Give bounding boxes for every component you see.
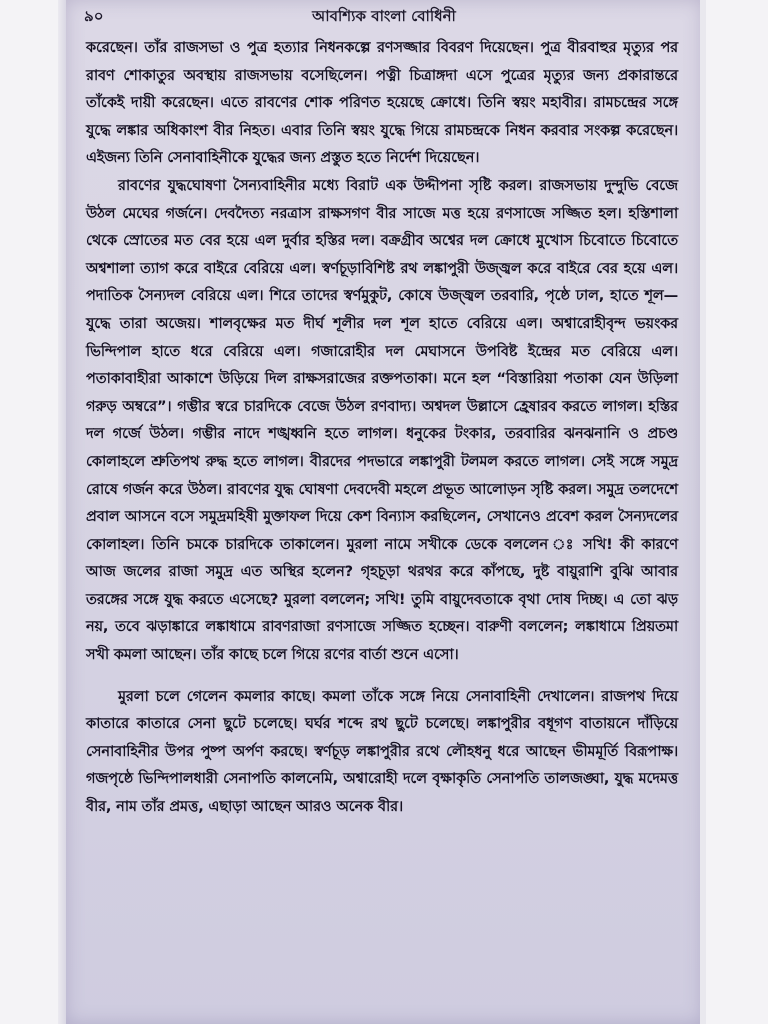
page-number: ৯০: [84, 7, 104, 25]
paragraph-3: মুরলা চলে গেলেন কমলার কাছে। কমলা তাঁকে সঙ্গে নিয়ে সেনাবাহিনী দেখালেন। রাজপথ দিয়ে কাতারে কাতারে সেনা ছুটে চলেছে। ঘর্ঘর শব্দে রথ ছুটে চলেছে। লঙ্কাপুরীর বধূগণ বাতায়নে দাঁড়িয়ে সেনাবাহিনীর উপর পুষ্প অর্পণ করছে। স্বর্ণচূড় লঙ্কাপুরীর রথে লৌহধনু ধরে আছেন ভীমমূর্তি বিরূপাক্ষ। গজপৃষ্ঠে ভিন্দিপালধারী সেনাপতি কালনেমি, অশ্বারোহী দলে বৃক্ষাকৃতি সেনাপতি তালজঙ্ঘা, যুদ্ধ মদেমত্ত বীর, নাম তাঁর প্রমত্ত, এছাড়া আছেন আরও অনেক বীর।: [86, 687, 678, 816]
running-head: আবশ্যিক বাংলা বোধিনী: [312, 7, 456, 25]
paragraph-1: করেছেন। তাঁর রাজসভা ও পুত্র হত্যার নিধনকল্পে রণসজ্জার বিবরণ দিয়েছেন। পুত্র বীরবাহুর মৃত্যুর পর রাবণ শোকাতুর অবস্থায় রাজসভায় বসেছিলেন। পত্নী চিত্রাঙ্গদা এসে পুত্রের মৃত্যুর জন্য প্রকারান্তরে তাঁকেই দায়ী করেছেন। এতে রাবণের শোক পরিণত হয়েছে ক্রোধে। তিনি স্বয়ং মহাবীর। রামচন্দ্রের সঙ্গে যুদ্ধে লঙ্কার অধিকাংশ বীর নিহত। এবার তিনি স্বয়ং যুদ্ধে গিয়ে রামচন্দ্রকে নিধন করবার সংকল্প করেছেন। এইজন্য তিনি সেনাবাহিনীকে যুদ্ধের জন্য প্রস্তুত হতে নির্দেশ দিয়েছেন।: [86, 39, 678, 167]
page-edge-right: [700, 0, 706, 1024]
paragraph-2: রাবণের যুদ্ধঘোষণা সৈন্যবাহিনীর মধ্যে বিরাট এক উদ্দীপনা সৃষ্টি করল। রাজসভায় দুন্দুভি বেজে উঠল মেঘের গর্জনে। দেবদৈত্য নরত্রাস রাক্ষসগণ বীর সাজে মত্ত হয়ে রণসাজে সজ্জিত হল। হস্তিশালা থেকে স্রোতের মত বের হয়ে এল দুর্বার হস্তির দল। বক্রগ্রীব অশ্বের দল ক্রোধে মুখোস চিবোতে চিবোতে অশ্বশালা ত্যাগ করে বাইরে বেরিয়ে এল। স্বর্ণচূড়াবিশিষ্ট রথ লঙ্কাপুরী উজ্জ্বল করে বাইরে বের হয়ে এল। পদাতিক সৈন্যদল বেরিয়ে এল। শিরে তাদের স্বর্ণমুকুট, কোষে উজ্জ্বল তরবারি, পৃষ্ঠে ঢাল, হাতে শূল— যুদ্ধে তারা অজেয়। শালবৃক্ষের মত দীর্ঘ শূলীর দল শূল হাতে বেরিয়ে এল। অশ্বারোহীবৃন্দ ভয়ংকর ভিন্দিপাল হাতে ধরে বেরিয়ে এল। গজারোহীর দল মেঘাসনে উপবিষ্ট ইন্দ্রের মত বেরিয়ে এল। পতাকাবাহীরা আকাশে উড়িয়ে দিল রাক্ষসরাজের রক্তপতাকা। মনে হল “বিস্তারিয়া পতাকা যেন উড়িলা গরুড় অম্বরে”। গম্ভীর স্বরে চারদিকে বেজে উঠল রণবাদ্য। অশ্বদল উল্লাসে হ্রেষারব করতে লাগল। হস্তির দল গর্জে উঠল। গম্ভীর নাদে শঙ্খধ্বনি হতে লাগল। ধনুকের টংকার, তরবারির ঝনঝনানি ও প্রচণ্ড কোলাহলে শ্রুতিপথ রুদ্ধ হতে লাগল। বীরদের পদভারে লঙ্কাপুরী টলমল করতে লাগল। সেই সঙ্গে সমুদ্র রোষে গর্জন করে উঠল। রাবণের যুদ্ধ ঘোষণা দেবদেবী মহলে প্রভূত আলোড়ন সৃষ্টি করল। সমুদ্র তলদেশে প্রবাল আসনে বসে সমুদ্রমহিষী মুক্তাফল দিয়ে কেশ বিন্যাস করছিলেন, সেখানেও প্রবেশ করল সৈন্যদলের কোলাহল। তিনি চমকে চারদিকে তাকালেন। মুরলা নামে সখীকে ডেকে বললেন ঃ সখি! কী কারণে আজ জলের রাজা সমুদ্র এত অস্থির হলেন? গৃহচূড়া থরথর করে কাঁপছে, দুষ্ট বায়ুরাশি বুঝি আবার তরঙ্গের সঙ্গে যুদ্ধ করতে এসেছে? মুরলা বললেন; সখি! তুমি বায়ুদেবতাকে বৃথা দোষ দিচ্ছ। এ তো ঝড় নয়, তবে ঝড়াঙ্কারে লঙ্কাধামে রাবণরাজা রণসাজে সজ্জিত হচ্ছেন। বারুণী বললেন; লঙ্কাধামে প্রিয়তমা সখী কমলা আছেন। তাঁর কাছে চলে গিয়ে রণের বার্তা শুনে এসো।: [86, 176, 678, 664]
paragraph-gap: [86, 669, 678, 683]
page-header: [76, 2, 692, 28]
body-text: [86, 34, 678, 821]
